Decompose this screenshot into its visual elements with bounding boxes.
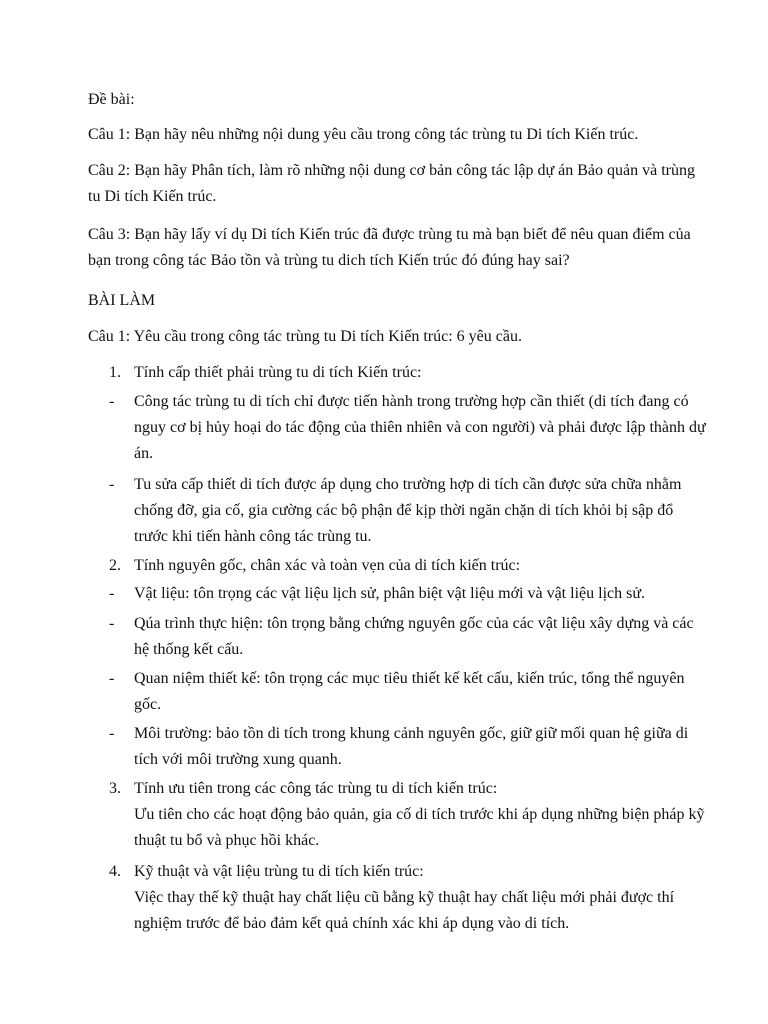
list-item-bullet [88, 666, 708, 718]
list-item-4 [88, 859, 708, 937]
list-marker: 1. [109, 364, 121, 381]
list-item-2 [88, 553, 708, 579]
list-item-text: Tính ưu tiên trong các công tác trùng tu di tích kiến trúc: [134, 780, 498, 797]
list-marker: - [109, 476, 115, 493]
list-item-text: Quan niệm thiết kế: tôn trọng các mục tiêu thiết kế kết cấu, kiến trúc, tổng thể nguyên gốc. [134, 670, 685, 713]
list-item-text: Kỹ thuật và vật liệu trùng tu di tích kiến trúc: [134, 863, 424, 880]
list-marker: - [109, 725, 115, 742]
list-item-bullet [88, 721, 708, 773]
list-item-bullet [88, 581, 708, 607]
list-marker: - [109, 393, 115, 410]
question-3: Câu 3: Bạn hãy lấy ví dụ Di tích Kiến trúc đã được trùng tu mà bạn biết để nêu quan điểm của bạn trong công tác Bảo tồn và trùng tu dich tích Kiến trúc đó đúng hay sai? [88, 226, 691, 269]
list-marker: - [109, 585, 115, 602]
list-item-text: Tu sửa cấp thiết di tích được áp dụng cho trường hợp di tích cần được sửa chữa nhằm chống đỡ, gia cố, gia cường các bộ phận để kịp thời ngăn chặn di tích khỏi bị sập đổ trước khi tiến hành công tác trùng tu. [134, 476, 682, 545]
answer-heading: BÀI LÀM [88, 292, 156, 309]
document-heading: Đề bài: [88, 91, 135, 108]
list-item-text: Môi trường: bảo tồn di tích trong khung cảnh nguyên gốc, giữ giữ mối quan hệ giữa di tích với môi trường xung quanh. [134, 725, 689, 768]
question-1: Câu 1: Bạn hãy nêu những nội dung yêu cầu trong công tác trùng tu Di tích Kiến trúc. [88, 126, 639, 143]
answer-intro: Câu 1: Yêu cầu trong công tác trùng tu Di tích Kiến trúc: 6 yêu cầu. [88, 328, 522, 345]
list-marker: - [109, 670, 115, 687]
list-item-subtext: Việc thay thế kỹ thuật hay chất liệu cũ bằng kỹ thuật hay chất liệu mới phải được thí nghiệm trước để bảo đảm kết quả chính xác khi áp dụng vào di tích. [134, 889, 675, 932]
list-item-1 [88, 360, 708, 386]
list-item-bullet [88, 472, 708, 550]
list-marker: - [109, 615, 115, 632]
list-item-bullet [88, 611, 708, 663]
list-item-text: Qúa trình thực hiện: tôn trọng bằng chứng nguyên gốc của các vật liệu xây dựng và các hệ thống kết cấu. [134, 615, 694, 658]
list-item-3 [88, 776, 708, 854]
question-2: Câu 2: Bạn hãy Phân tích, làm rõ những nội dung cơ bản công tác lập dự án Bảo quản và trùng tu Di tích Kiến trúc. [88, 162, 696, 205]
list-marker: 2. [109, 557, 121, 574]
list-item-text: Tính nguyên gốc, chân xác và toàn vẹn của di tích kiến trúc: [134, 557, 521, 574]
list-marker: 3. [109, 780, 121, 797]
list-item-bullet [88, 389, 708, 467]
list-item-text: Công tác trùng tu di tích chỉ được tiến hành trong trường hợp cần thiết (di tích đang có nguy cơ bị hủy hoại do tác động của thiên nhiên và con người) và phải được lập thành dự án. [134, 393, 706, 462]
list-marker: 4. [109, 863, 121, 880]
list-item-text: Tính cấp thiết phải trùng tu di tích Kiến trúc: [134, 364, 422, 381]
list-item-subtext: Ưu tiên cho các hoạt động bảo quản, gia cố di tích trước khi áp dụng những biện pháp kỹ thuật tu bổ và phục hồi khác. [134, 806, 705, 849]
list-item-text: Vật liệu: tôn trọng các vật liệu lịch sử, phân biệt vật liệu mới và vật liệu lịch sử. [134, 585, 646, 602]
